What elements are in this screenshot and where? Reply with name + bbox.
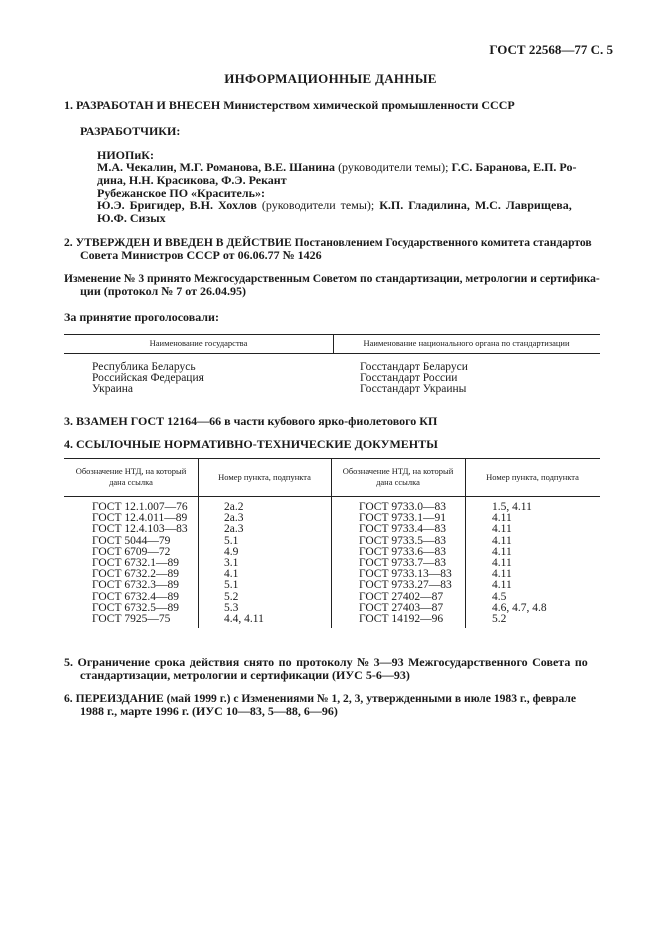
references-divider-2 [331,458,332,628]
reference-item: 4.11 [492,523,512,536]
org2-line1 [97,198,572,213]
section-4-heading: 4. ССЫЛОЧНЫЕ НОРМАТИВНО-ТЕХНИЧЕСКИЕ ДОКУМЕНТЫ [64,437,438,451]
references-top-rule [64,458,600,459]
org2-name: Рубежанское ПО «Краситель»: [97,186,265,200]
reference-item: 4.11 [492,579,512,592]
reference-item: 5.2 [492,613,507,626]
section-5-line2: стандартизации, метрологии и сертификации (ИУС 5-6—93) [80,668,410,682]
section-3: 3. ВЗАМЕН ГОСТ 12164—66 в части кубового ярко-фиолетового КП [64,414,438,428]
org1-line1-rest: Г.С. Баранова, Е.П. Ро- [451,160,577,174]
reference-item: 4.6, 4.7, 4.8 [492,601,547,614]
voting-table-header-rule [64,353,600,354]
amendment-line1: Изменение № 3 принято Межгосударственным Советом по стандартизации, метрологии и сертифика- [64,272,600,285]
reference-doc: ГОСТ 6709—72 [92,545,171,558]
reference-doc: ГОСТ 12.4.011—89 [92,512,188,525]
section-6-line2: 1988 г., марте 1996 г. (ИУС 10—83, 5—88, 6—96) [80,704,338,718]
reference-item: 4.11 [492,557,512,570]
reference-doc: ГОСТ 12.4.103—83 [92,523,188,536]
section-5-line1: 5. Ограничение срока действия снято по протоколу № 3—93 Межгосударственного Совета по [64,655,588,669]
references-right-docs [359,502,452,625]
voting-state-1: Республика Беларусь [92,361,196,373]
section-6-line1: 6. ПЕРЕИЗДАНИЕ (май 1999 г.) с Изменениями № 1, 2, 3, утвержденными в июле 1983 г., феврале [64,692,576,705]
section-2-line1: 2. УТВЕРЖДЕН И ВВЕДЕН В ДЕЙСТВИЕ Постановлением Государственного комитета стандартов [64,236,592,249]
reference-doc: ГОСТ 12.1.007—76 [92,501,188,513]
reference-item: 4.9 [224,545,239,558]
section-1-heading: 1. РАЗРАБОТАН И ВНЕСЕН Министерством химической промышленности СССР [64,98,515,112]
references-left-items [224,502,264,625]
voting-table-top-rule [64,334,600,335]
references-divider-1 [198,458,199,628]
reference-item: 5.1 [224,534,239,547]
references-col-item-left: Номер пункта, подпункта [218,472,311,482]
reference-doc: ГОСТ 7925—75 [92,613,171,626]
reference-doc: ГОСТ 9733.4—83 [359,523,447,536]
voting-state-3: Украина [92,383,133,395]
reference-item: 4.4, 4.11 [224,613,264,626]
reference-doc: ГОСТ 6732.4—89 [92,590,180,603]
reference-item: 5.2 [224,590,239,603]
references-header-rule [64,496,600,497]
reference-doc: ГОСТ 9733.5—83 [359,534,447,547]
references-left-docs [92,502,188,625]
reference-item: 4.1 [224,568,239,581]
references-col-doc-left: Обозначение НТД, на который дана ссылка [75,466,187,487]
page-header: ГОСТ 22568—77 С. 5 [489,42,613,57]
org2-line1-rest: К.П. Гладилина, М.С. Лаврищева, [379,198,572,212]
reference-item: 3.1 [224,557,239,570]
reference-doc: ГОСТ 9733.7—83 [359,557,447,570]
reference-doc: ГОСТ 6732.3—89 [92,579,180,592]
references-right-items [492,502,547,625]
reference-doc: ГОСТ 27403—87 [359,601,444,614]
reference-item: 4.11 [492,568,512,581]
org1-name: НИОПиК: [97,148,154,162]
reference-item: 1.5, 4.11 [492,501,532,513]
reference-doc: ГОСТ 9733.13—83 [359,568,452,581]
org2-line2: Ю.Ф. Сизых [97,211,166,225]
reference-item: 4.5 [492,590,507,603]
voting-col-body-header: Наименование национального органа по стандартизации [363,338,570,348]
voting-state-2: Российская Федерация [92,372,204,384]
reference-doc: ГОСТ 9733.27—83 [359,579,452,592]
reference-doc: ГОСТ 9733.1—91 [359,512,447,525]
reference-doc: ГОСТ 6732.2—89 [92,568,180,581]
references-col-item-right: Номер пункта, подпункта [486,472,579,482]
voting-body-3: Госстандарт Украины [360,383,467,395]
org1-line2: дина, Н.Н. Красикова, Ф.Э. Рекант [97,173,287,187]
amendment-line2: ции (протокол № 7 от 26.04.95) [80,284,247,298]
reference-item: 5.1 [224,579,239,592]
reference-item: 2а.2 [224,501,244,513]
org2-line1-role: (руководители темы); [261,198,375,212]
reference-item: 5.3 [224,601,239,614]
reference-doc: ГОСТ 9733.0—83 [359,501,447,513]
reference-doc: ГОСТ 14192—96 [359,613,444,626]
reference-item: 2а.3 [224,523,244,536]
references-col-doc-right: Обозначение НТД, на который дана ссылка [342,466,454,487]
reference-doc: ГОСТ 5044—79 [92,534,171,547]
voting-body-2: Госстандарт России [360,372,458,384]
reference-item: 4.11 [492,534,512,547]
reference-item: 4.11 [492,545,512,558]
section-2-line2: Совета Министров СССР от 06.06.77 № 1426 [80,248,322,262]
voting-col-state-header: Наименование государства [149,338,248,348]
reference-item: 4.11 [492,512,512,525]
developers-label: РАЗРАБОТЧИКИ: [80,124,181,138]
reference-item: 2а.3 [224,512,244,525]
org1-line1-role: (руководители темы); [338,160,449,174]
reference-doc: ГОСТ 6732.1—89 [92,557,180,570]
document-title: ИНФОРМАЦИОННЫЕ ДАННЫЕ [224,71,437,86]
org1-line1-names: М.А. Чекалин, М.Г. Романова, В.Е. Шанина [97,160,336,174]
reference-doc: ГОСТ 6732.5—89 [92,601,180,614]
reference-doc: ГОСТ 27402—87 [359,590,444,603]
references-divider-3 [465,458,466,628]
voting-label: За принятие проголосовали: [64,310,219,324]
org2-line1-names: Ю.Э. Бригидер, В.Н. Хохлов [97,198,257,212]
voting-body-1: Госстандарт Беларуси [360,361,468,373]
reference-doc: ГОСТ 9733.6—83 [359,545,447,558]
